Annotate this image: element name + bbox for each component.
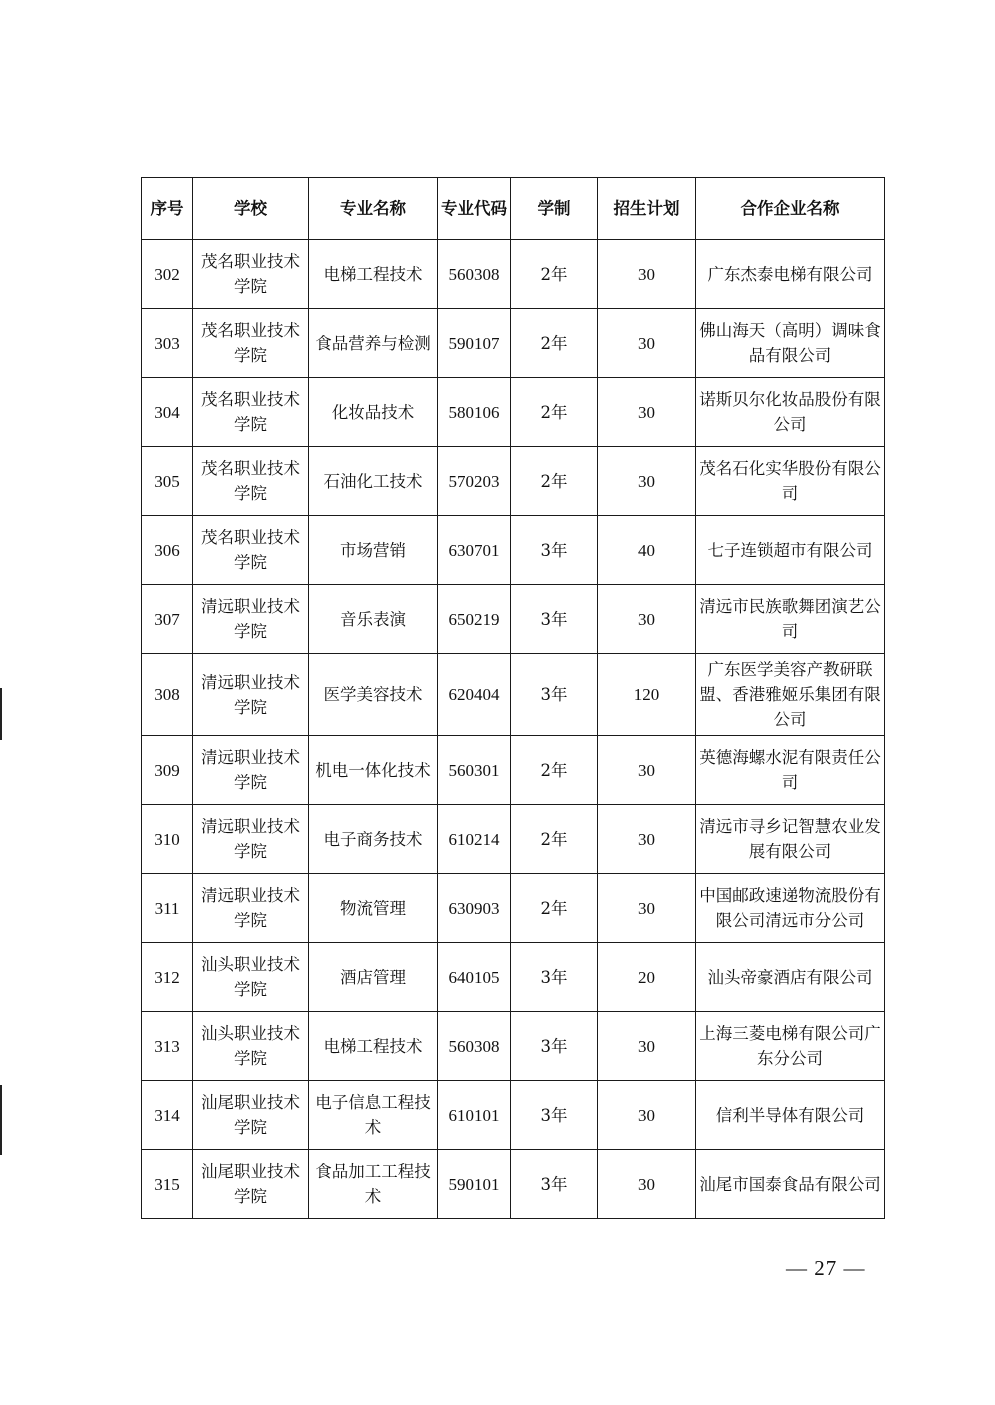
cell-seq: 315 [142,1150,193,1219]
cell-partner: 七子连锁超市有限公司 [696,516,885,585]
header-plan: 招生计划 [598,178,696,240]
cell-seq: 305 [142,447,193,516]
cell-duration: 3年 [511,516,598,585]
cell-major: 酒店管理 [309,943,438,1012]
cell-duration: 3年 [511,585,598,654]
cell-partner: 上海三菱电梯有限公司广东分公司 [696,1012,885,1081]
cell-code: 590101 [438,1150,511,1219]
cell-plan: 30 [598,240,696,309]
table-row [142,240,885,309]
header-code: 专业代码 [438,178,511,240]
cell-plan: 30 [598,309,696,378]
cell-duration: 3年 [511,943,598,1012]
cell-major: 电梯工程技术 [309,240,438,309]
header-row [142,178,885,240]
cell-plan: 120 [598,654,696,736]
scan-edge-mark [0,1085,2,1155]
cell-school: 清远职业技术学院 [193,874,309,943]
cell-partner: 汕头帝豪酒店有限公司 [696,943,885,1012]
cell-seq: 306 [142,516,193,585]
cell-plan: 30 [598,1081,696,1150]
cell-major: 机电一体化技术 [309,736,438,805]
cell-seq: 307 [142,585,193,654]
cell-code: 570203 [438,447,511,516]
table-body [142,240,885,1219]
cell-code: 640105 [438,943,511,1012]
cell-code: 590107 [438,309,511,378]
cell-duration: 3年 [511,1012,598,1081]
header-school: 学校 [193,178,309,240]
cell-school: 茂名职业技术学院 [193,240,309,309]
cell-seq: 310 [142,805,193,874]
cell-duration: 2年 [511,447,598,516]
table-row [142,516,885,585]
cell-plan: 30 [598,874,696,943]
table-row [142,309,885,378]
cell-duration: 3年 [511,654,598,736]
scan-edge-mark [0,688,2,740]
cell-partner: 广东医学美容产教研联盟、香港雅姬乐集团有限公司 [696,654,885,736]
page-number: — 27 — [786,1256,866,1280]
cell-school: 茂名职业技术学院 [193,309,309,378]
cell-partner: 汕尾市国泰食品有限公司 [696,1150,885,1219]
cell-school: 汕头职业技术学院 [193,943,309,1012]
cell-school: 茂名职业技术学院 [193,447,309,516]
cell-plan: 30 [598,585,696,654]
cell-code: 580106 [438,378,511,447]
header-partner: 合作企业名称 [696,178,885,240]
cell-code: 610101 [438,1081,511,1150]
header-duration: 学制 [511,178,598,240]
table-row [142,1081,885,1150]
cell-seq: 309 [142,736,193,805]
cell-seq: 312 [142,943,193,1012]
enrollment-table [141,177,885,1219]
cell-major: 电子商务技术 [309,805,438,874]
cell-plan: 30 [598,378,696,447]
cell-code: 610214 [438,805,511,874]
cell-plan: 30 [598,736,696,805]
cell-duration: 3年 [511,1150,598,1219]
cell-school: 清远职业技术学院 [193,654,309,736]
cell-code: 630701 [438,516,511,585]
cell-duration: 2年 [511,240,598,309]
table-row [142,654,885,736]
cell-partner: 中国邮政速递物流股份有限公司清远市分公司 [696,874,885,943]
cell-code: 620404 [438,654,511,736]
cell-school: 汕尾职业技术学院 [193,1081,309,1150]
cell-partner: 诺斯贝尔化妆品股份有限公司 [696,378,885,447]
cell-major: 市场营销 [309,516,438,585]
cell-seq: 302 [142,240,193,309]
cell-plan: 30 [598,1150,696,1219]
cell-duration: 2年 [511,874,598,943]
cell-plan: 20 [598,943,696,1012]
cell-school: 茂名职业技术学院 [193,516,309,585]
cell-school: 汕头职业技术学院 [193,1012,309,1081]
cell-code: 560301 [438,736,511,805]
cell-plan: 30 [598,805,696,874]
cell-duration: 2年 [511,309,598,378]
header-seq: 序号 [142,178,193,240]
cell-major: 食品加工工程技术 [309,1150,438,1219]
cell-seq: 313 [142,1012,193,1081]
cell-major: 物流管理 [309,874,438,943]
cell-major: 医学美容技术 [309,654,438,736]
table-row [142,1150,885,1219]
cell-duration: 2年 [511,736,598,805]
cell-code: 560308 [438,240,511,309]
table-row [142,805,885,874]
cell-major: 音乐表演 [309,585,438,654]
cell-major: 石油化工技术 [309,447,438,516]
cell-major: 电梯工程技术 [309,1012,438,1081]
table-row [142,585,885,654]
cell-duration: 3年 [511,1081,598,1150]
cell-plan: 40 [598,516,696,585]
cell-school: 汕尾职业技术学院 [193,1150,309,1219]
cell-seq: 303 [142,309,193,378]
cell-major: 食品营养与检测 [309,309,438,378]
cell-school: 清远职业技术学院 [193,805,309,874]
cell-plan: 30 [598,1012,696,1081]
cell-seq: 308 [142,654,193,736]
cell-duration: 2年 [511,378,598,447]
cell-partner: 英德海螺水泥有限责任公司 [696,736,885,805]
cell-code: 650219 [438,585,511,654]
cell-seq: 304 [142,378,193,447]
cell-major: 电子信息工程技术 [309,1081,438,1150]
cell-school: 清远职业技术学院 [193,585,309,654]
cell-duration: 2年 [511,805,598,874]
table-header [142,178,885,240]
cell-code: 630903 [438,874,511,943]
cell-partner: 广东杰泰电梯有限公司 [696,240,885,309]
cell-plan: 30 [598,447,696,516]
table-row [142,447,885,516]
table-row [142,1012,885,1081]
cell-partner: 茂名石化实华股份有限公司 [696,447,885,516]
cell-partner: 信利半导体有限公司 [696,1081,885,1150]
cell-seq: 314 [142,1081,193,1150]
header-major: 专业名称 [309,178,438,240]
cell-partner: 清远市寻乡记智慧农业发展有限公司 [696,805,885,874]
cell-partner: 佛山海天（高明）调味食品有限公司 [696,309,885,378]
cell-school: 茂名职业技术学院 [193,378,309,447]
cell-partner: 清远市民族歌舞团演艺公司 [696,585,885,654]
cell-major: 化妆品技术 [309,378,438,447]
table-row [142,943,885,1012]
table-row [142,736,885,805]
cell-school: 清远职业技术学院 [193,736,309,805]
table-row [142,378,885,447]
cell-code: 560308 [438,1012,511,1081]
table-row [142,874,885,943]
cell-seq: 311 [142,874,193,943]
